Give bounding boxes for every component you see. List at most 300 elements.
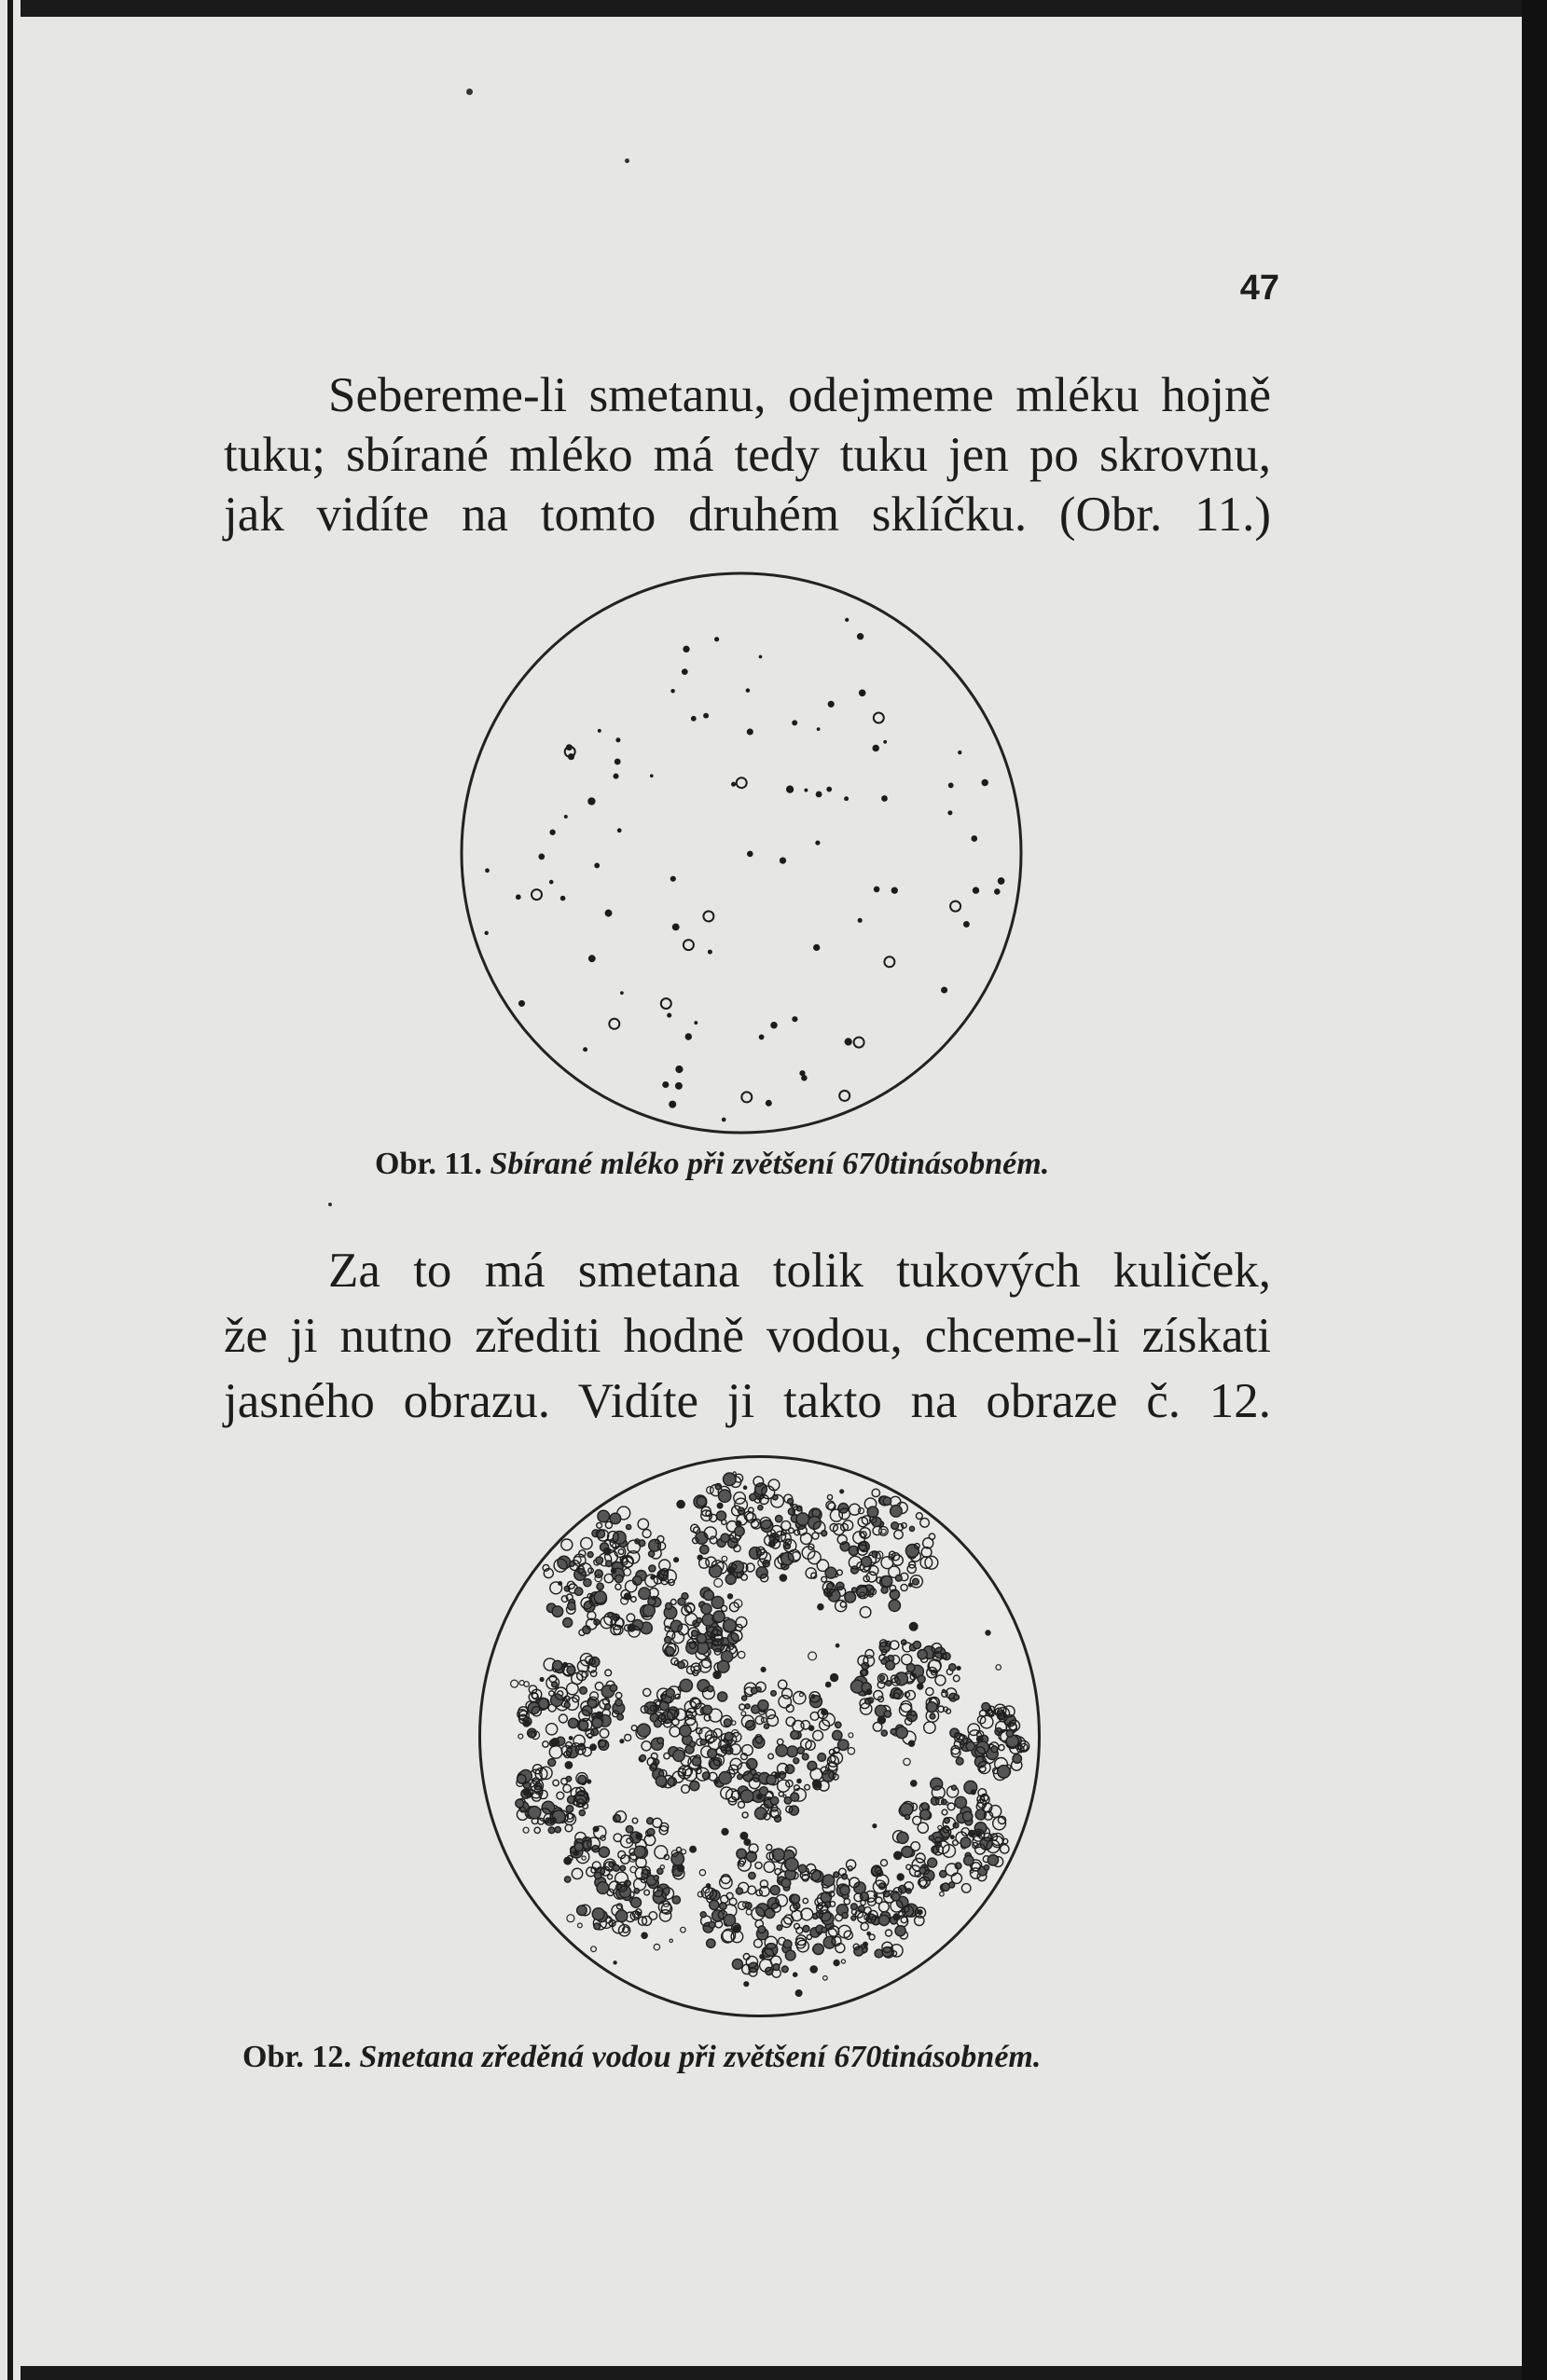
fat-globule xyxy=(851,1916,856,1920)
fat-globule xyxy=(867,1932,871,1935)
fat-globule xyxy=(797,1747,804,1754)
fat-globule xyxy=(950,901,960,912)
fat-globule xyxy=(971,1790,975,1795)
fat-globule xyxy=(799,1070,805,1076)
fat-globule xyxy=(590,1744,597,1751)
fat-globule xyxy=(971,835,977,842)
fat-globule xyxy=(549,830,555,835)
fat-globule xyxy=(889,1600,900,1611)
fat-globule xyxy=(634,1889,639,1893)
fat-globule xyxy=(826,787,832,792)
fat-globule xyxy=(701,1603,711,1614)
fat-globule xyxy=(565,1762,573,1769)
fat-globule xyxy=(956,1757,963,1765)
fat-globule xyxy=(651,1575,655,1579)
fat-globule xyxy=(628,1624,635,1631)
fat-globule xyxy=(710,1900,719,1909)
fat-globule xyxy=(613,1864,619,1871)
fat-globule xyxy=(840,1490,844,1493)
fat-globule xyxy=(733,1925,740,1933)
fat-globule xyxy=(565,1877,571,1882)
fat-globule xyxy=(976,1736,983,1742)
fat-globule xyxy=(721,1534,729,1542)
fat-globule xyxy=(558,1556,571,1569)
fat-globule xyxy=(787,1746,798,1757)
fat-globule xyxy=(991,1746,998,1753)
fat-globule xyxy=(767,1775,776,1784)
fat-globule xyxy=(891,1522,899,1530)
fat-globule xyxy=(842,1912,848,1918)
fat-globule xyxy=(740,1790,753,1803)
fat-globule xyxy=(569,1737,573,1740)
fat-globule xyxy=(764,1724,768,1728)
fat-globule xyxy=(909,1740,915,1746)
fat-globule xyxy=(755,1483,767,1495)
fat-globule xyxy=(913,1578,919,1585)
fat-globule xyxy=(954,1695,960,1700)
fat-globule xyxy=(740,1832,748,1839)
fat-globule xyxy=(606,1561,613,1567)
fat-globule xyxy=(852,1588,857,1592)
fat-globule xyxy=(758,1506,763,1510)
fat-globule xyxy=(838,1740,849,1751)
fat-globule xyxy=(863,1942,868,1947)
fat-globule xyxy=(542,1801,555,1814)
fat-globule xyxy=(760,1955,765,1960)
fat-globule xyxy=(792,720,797,725)
fat-globule xyxy=(884,1711,891,1717)
fat-globule xyxy=(775,1815,781,1822)
fat-globule xyxy=(631,1897,642,1907)
fat-globule xyxy=(604,1548,612,1555)
fat-globule xyxy=(808,1726,813,1730)
fat-globule xyxy=(638,1912,642,1916)
fat-globule xyxy=(716,1511,725,1520)
fat-globule xyxy=(909,1526,914,1531)
fat-globule xyxy=(1006,1730,1013,1737)
fat-globule xyxy=(817,727,821,731)
fat-globule xyxy=(988,1855,998,1865)
fat-globule xyxy=(781,1552,794,1564)
fat-globule xyxy=(975,1831,981,1837)
fat-globule xyxy=(759,1034,765,1039)
fat-globule xyxy=(682,668,688,675)
fat-globule xyxy=(720,1903,727,1910)
fat-globule xyxy=(816,791,822,798)
fat-globule xyxy=(680,1725,691,1736)
fat-globule xyxy=(666,1603,672,1609)
fat-globule xyxy=(952,1785,957,1790)
fat-globule xyxy=(642,1933,647,1938)
fat-globule xyxy=(905,1814,910,1819)
fat-globule xyxy=(666,1688,674,1697)
fat-globule xyxy=(818,1604,823,1610)
fat-globule xyxy=(640,1755,645,1761)
fat-globule xyxy=(900,1803,912,1815)
fat-globule xyxy=(836,1722,841,1727)
fat-globule xyxy=(881,1587,888,1593)
fat-globule xyxy=(736,1520,741,1526)
fat-globule xyxy=(753,1737,765,1749)
fat-globule xyxy=(620,991,624,995)
figure-11-caption xyxy=(375,1147,1049,1182)
fat-globule xyxy=(955,1796,966,1808)
fat-globule xyxy=(994,888,1001,895)
fat-globule xyxy=(929,1836,933,1840)
paragraph-cream xyxy=(224,1238,1271,1434)
fat-globule xyxy=(827,1591,833,1597)
fat-globule xyxy=(708,950,712,955)
fat-globule xyxy=(690,1782,699,1791)
fat-globule xyxy=(883,1497,891,1506)
text-line: tuku; sbírané mléko má tedy tuku jen po skrovnu, xyxy=(224,428,1271,482)
fat-globule xyxy=(588,955,596,962)
fat-globule xyxy=(587,1780,591,1783)
fat-globule xyxy=(568,1718,577,1727)
fat-globule xyxy=(553,1660,562,1670)
fat-globule xyxy=(867,1506,878,1518)
fat-globule xyxy=(758,1700,768,1711)
fat-globule xyxy=(550,1817,556,1823)
fat-globule xyxy=(957,1666,960,1670)
fat-globule xyxy=(768,1541,775,1548)
fat-globule xyxy=(828,701,835,708)
fat-globule xyxy=(822,1912,834,1924)
fat-globule xyxy=(690,1741,696,1747)
fat-globule xyxy=(599,1740,609,1751)
fat-globule xyxy=(573,1850,579,1856)
fat-globule xyxy=(881,795,888,802)
fat-globule xyxy=(732,1959,742,1969)
figure-caption-text: Smetana zředěná vodou při zvětšení 670tinásobném. xyxy=(359,2040,1042,2074)
micrograph-sparse-fat-globules xyxy=(449,561,1033,1145)
fat-globule xyxy=(714,637,719,641)
fat-globule xyxy=(815,841,820,846)
paper-speck xyxy=(466,89,473,95)
fat-globule xyxy=(747,851,753,858)
fat-globule xyxy=(548,1759,556,1767)
fat-globule xyxy=(667,1013,671,1018)
fat-globule xyxy=(598,729,601,733)
fat-globule xyxy=(617,1714,624,1721)
fat-globule xyxy=(756,1567,767,1578)
fat-globule xyxy=(918,1650,927,1659)
fat-globule xyxy=(717,1503,723,1508)
fat-globule xyxy=(611,1568,615,1573)
fat-globule xyxy=(551,1739,559,1747)
fat-globule xyxy=(879,1675,884,1680)
fat-globule xyxy=(566,1806,573,1813)
fat-globule xyxy=(891,1892,900,1901)
fat-globule xyxy=(719,1490,731,1502)
fat-globule xyxy=(942,1883,949,1891)
fat-globule xyxy=(897,1832,908,1843)
fat-globule xyxy=(698,1555,702,1560)
fat-globule xyxy=(831,1673,838,1681)
fat-globule xyxy=(866,1689,872,1695)
fat-globule xyxy=(672,1896,680,1904)
fat-globule xyxy=(596,1557,603,1564)
fat-globule xyxy=(969,1830,975,1837)
fat-globule xyxy=(813,944,820,951)
figure-caption-text: Sbírané mléko při zvětšení 670tinásobném. xyxy=(490,1147,1050,1181)
fat-globule xyxy=(704,1590,714,1601)
fat-globule xyxy=(563,1662,568,1667)
fat-globule xyxy=(874,713,884,723)
fat-globule xyxy=(785,1858,798,1871)
fat-globule xyxy=(703,1705,712,1714)
fat-globule xyxy=(777,1925,782,1931)
fat-globule xyxy=(745,1704,750,1709)
fat-globule xyxy=(781,1878,791,1888)
fat-globule xyxy=(709,1921,715,1928)
fat-globule xyxy=(891,1506,903,1518)
fat-globule xyxy=(744,1982,749,1987)
fat-globule xyxy=(587,797,595,805)
fat-globule xyxy=(674,1558,679,1562)
fat-globule xyxy=(680,1679,692,1691)
paragraph-skimmed-milk xyxy=(224,365,1271,544)
fat-globule xyxy=(563,1618,573,1628)
fat-globule xyxy=(911,1781,917,1786)
fat-globule xyxy=(803,1926,809,1933)
fat-globule xyxy=(609,1019,619,1029)
fat-globule xyxy=(895,1672,908,1685)
fat-globule xyxy=(719,1772,731,1784)
fat-globule xyxy=(670,689,674,693)
fat-globule xyxy=(857,633,863,640)
fat-globule xyxy=(773,1964,780,1971)
fat-globule xyxy=(771,1691,777,1697)
fat-globule xyxy=(790,1504,794,1507)
fat-globule xyxy=(620,1740,624,1743)
fat-globule xyxy=(963,921,970,928)
fat-globule xyxy=(785,1950,795,1960)
fat-globule xyxy=(810,1966,817,1973)
fat-globule xyxy=(538,854,545,860)
fat-globule xyxy=(826,1682,831,1686)
fat-globule xyxy=(697,1634,706,1644)
fat-globule xyxy=(592,1908,604,1920)
fat-globule xyxy=(584,1579,591,1587)
fat-globule xyxy=(950,1836,954,1839)
fat-globule xyxy=(583,1047,587,1052)
fat-globule xyxy=(757,1794,763,1799)
fat-globule xyxy=(615,759,621,765)
fat-globule xyxy=(594,862,600,868)
fat-globule xyxy=(845,1591,856,1603)
fat-globule xyxy=(654,1876,658,1880)
fat-globule xyxy=(677,1500,684,1507)
page-number: 47 xyxy=(1239,268,1279,308)
fat-globule xyxy=(750,1493,756,1500)
fat-globule xyxy=(931,1778,943,1790)
fat-globule xyxy=(597,1882,609,1894)
fat-globule xyxy=(654,1720,661,1727)
fat-globule xyxy=(766,1100,772,1107)
fat-globule xyxy=(737,777,747,788)
fat-globule xyxy=(859,690,866,697)
fat-globule xyxy=(690,1846,697,1852)
fat-globule xyxy=(485,868,490,873)
fat-globule xyxy=(919,1867,926,1874)
fat-globule xyxy=(795,1990,802,1997)
figure-12-caption xyxy=(242,2040,1041,2075)
fat-globule xyxy=(804,789,808,792)
fat-globule xyxy=(783,1940,792,1948)
fat-globule xyxy=(657,1738,664,1744)
fat-globule xyxy=(893,1914,900,1920)
fat-globule xyxy=(731,782,736,787)
fat-globule xyxy=(895,1575,902,1581)
fat-globule xyxy=(626,1825,633,1833)
fat-globule xyxy=(813,1944,823,1954)
text-line: Sebereme-li smetanu, odejmeme mléku hojně xyxy=(328,368,1271,422)
fat-globule xyxy=(947,810,952,815)
fat-globule xyxy=(678,1662,684,1669)
fat-globule xyxy=(615,1910,628,1922)
fat-globule xyxy=(485,931,489,935)
fat-globule xyxy=(516,1799,524,1808)
fat-globule xyxy=(614,1961,616,1964)
fat-globule xyxy=(599,1847,609,1857)
fat-globule xyxy=(770,1022,777,1028)
fat-globule xyxy=(811,1695,815,1699)
fat-globule xyxy=(700,1740,706,1745)
microscope-field-outline xyxy=(462,573,1021,1133)
fat-globule xyxy=(737,1849,747,1859)
fat-globule xyxy=(928,1858,937,1867)
fat-globule xyxy=(905,1545,919,1558)
fat-globule xyxy=(921,1803,929,1810)
fat-globule xyxy=(605,910,613,917)
text-line: Za to má smetana tolik tukových kuliček, xyxy=(328,1244,1271,1298)
fat-globule xyxy=(692,1630,698,1637)
page-left-edge xyxy=(0,0,21,2380)
fat-globule xyxy=(883,740,887,744)
figure-label: Obr. 11. xyxy=(375,1147,482,1181)
fat-globule xyxy=(794,1973,797,1976)
fat-globule xyxy=(878,1915,889,1925)
paper-speck xyxy=(328,1203,332,1206)
fat-globule xyxy=(966,1742,974,1751)
fat-globule xyxy=(872,745,879,752)
fat-globule xyxy=(749,1872,755,1878)
fat-globule xyxy=(789,1806,798,1815)
fat-globule xyxy=(881,1730,887,1736)
fat-globule xyxy=(775,1772,780,1778)
fat-globule xyxy=(822,1709,827,1714)
fat-globule xyxy=(675,1066,683,1073)
fat-globule xyxy=(948,782,954,788)
fat-globule xyxy=(717,1660,729,1672)
fat-globule xyxy=(902,1847,913,1858)
fat-globule xyxy=(675,1082,683,1090)
fat-globule xyxy=(833,1730,842,1740)
fat-globule xyxy=(724,1619,737,1632)
fat-globule xyxy=(839,1091,849,1101)
fat-globule xyxy=(555,1826,560,1832)
fat-globule xyxy=(727,1633,739,1644)
fat-globule xyxy=(796,1513,808,1525)
fat-globule xyxy=(986,1630,990,1635)
fat-globule xyxy=(874,1893,877,1897)
fat-globule xyxy=(949,1664,956,1671)
fat-globule xyxy=(529,1807,541,1819)
fat-globule xyxy=(518,1000,525,1007)
fat-globule xyxy=(652,1596,656,1600)
fat-globule xyxy=(678,1598,685,1605)
fat-globule xyxy=(597,1583,603,1589)
fat-globule xyxy=(620,1865,626,1871)
fat-globule xyxy=(636,1833,642,1839)
fat-globule xyxy=(668,1778,676,1786)
figure-11-skimmed-milk-micrograph xyxy=(449,561,1033,1145)
fat-globule xyxy=(742,1696,747,1700)
fat-globule xyxy=(897,1874,904,1880)
fat-globule xyxy=(958,750,961,754)
fat-globule xyxy=(673,1750,684,1761)
fat-globule xyxy=(780,857,786,863)
fat-globule xyxy=(881,1575,892,1587)
fat-globule xyxy=(574,1588,583,1596)
fat-globule xyxy=(684,940,694,950)
fat-globule xyxy=(743,1486,746,1489)
fat-globule xyxy=(881,1659,887,1665)
fat-globule xyxy=(759,655,763,659)
fat-globule xyxy=(700,1546,709,1554)
fat-globule xyxy=(552,1606,563,1617)
fat-globule xyxy=(818,1754,826,1762)
fat-globule xyxy=(862,1557,872,1567)
fat-globule xyxy=(791,1731,799,1740)
fat-globule xyxy=(698,1766,701,1768)
fat-globule xyxy=(703,713,709,719)
fat-globule xyxy=(751,1769,756,1775)
fat-globule xyxy=(613,774,618,779)
fat-globule xyxy=(918,1675,925,1683)
fat-globule xyxy=(822,1875,834,1886)
paper-speck xyxy=(625,158,629,163)
fat-globule xyxy=(707,1939,715,1947)
fat-globule xyxy=(751,1687,757,1694)
figure-12-diluted-cream-micrograph xyxy=(468,1445,1051,2028)
fat-globule xyxy=(627,1524,631,1529)
fat-globule xyxy=(784,1797,791,1804)
fat-globule xyxy=(747,728,753,735)
fat-globule xyxy=(798,1864,807,1873)
fat-globule xyxy=(874,887,880,893)
fat-globule xyxy=(669,1101,676,1108)
fat-globule xyxy=(894,1851,902,1859)
fat-globule xyxy=(776,1515,782,1521)
fat-globule xyxy=(692,1757,700,1766)
fat-globule xyxy=(649,1565,656,1572)
text-line: jasného obrazu. Vidíte ji takto na obraze č. 12. xyxy=(224,1374,1271,1428)
fat-globule xyxy=(927,1702,937,1713)
fat-globule xyxy=(765,1908,775,1919)
fat-globule xyxy=(697,1617,702,1623)
fat-globule xyxy=(624,1593,630,1600)
page-right-edge xyxy=(1522,0,1547,2380)
fat-globule xyxy=(718,1692,727,1701)
fat-globule xyxy=(786,786,794,793)
fat-globule xyxy=(836,1644,839,1647)
fat-globule xyxy=(523,1788,531,1795)
fat-globule xyxy=(672,923,680,930)
fat-globule xyxy=(797,1779,801,1782)
fat-globule xyxy=(884,956,894,967)
